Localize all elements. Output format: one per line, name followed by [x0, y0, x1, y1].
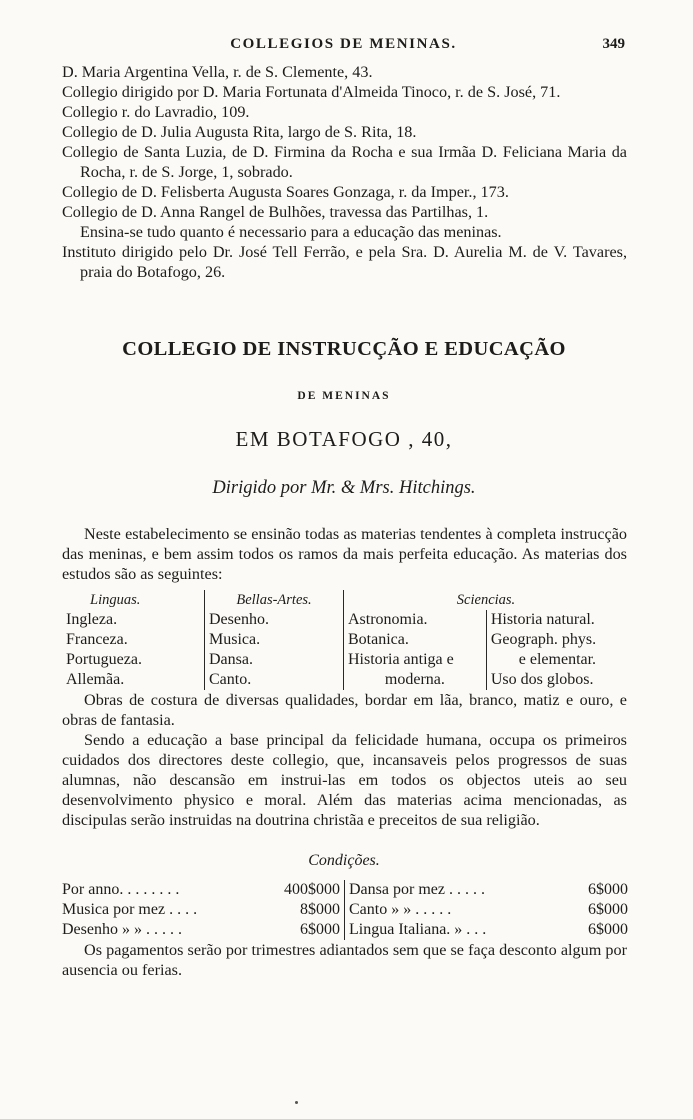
payment-note: [62, 940, 627, 980]
paragraph-costura: Obras de costura de diversas qualidades, bordar em lãa, branco, matiz e ouro, e obras de fantasia.: [62, 691, 627, 729]
running-header: [62, 36, 625, 56]
subjects-row: [62, 650, 628, 670]
fee-label: Lingua Italiana. » . . .: [345, 920, 567, 940]
arte-cell: Dansa.: [205, 650, 344, 670]
lingua-cell: Franceza.: [66, 631, 128, 648]
subjects-row: [62, 610, 628, 630]
listing-entry: Collegio de D. Felisberta Augusta Soares Gonzaga, r. da Imper., 173.: [62, 183, 509, 201]
fees-table: [62, 880, 628, 940]
section-directors: Dirigido por Mr. & Mrs. Hitchings.: [212, 478, 476, 498]
listing-entry: Collegio r. do Lavradio, 109.: [62, 103, 250, 121]
arte-cell: Desenho.: [205, 610, 344, 630]
header-linguas: Linguas.: [90, 592, 141, 608]
body-paragraphs: [62, 690, 627, 830]
subjects-table: [62, 590, 628, 690]
sciencia-cell: Historia antiga e: [344, 650, 487, 670]
fee-label: Desenho » » . . . . .: [62, 921, 182, 938]
listing-entry: Collegio de D. Julia Augusta Rita, largo de S. Rita, 18.: [62, 123, 417, 141]
fee-row: [62, 900, 628, 920]
subjects-header-row: [62, 590, 628, 610]
fee-amount: 6$000: [588, 881, 628, 898]
header-sciencias: Sciencias.: [344, 590, 629, 610]
fee-amount: 400$000: [284, 881, 340, 898]
running-title: COLLEGIOS DE MENINAS.: [230, 36, 457, 52]
fee-amount: 6$000: [588, 921, 628, 938]
fee-amount: 6$000: [588, 901, 628, 918]
conditions-title: Condições.: [308, 852, 380, 869]
section-address: EM BOTAFOGO , 40,: [235, 427, 453, 451]
fee-label: Por anno. . . . . . . .: [62, 881, 180, 898]
header-bellas-artes: Bellas-Artes.: [205, 590, 344, 610]
listing-entry: Collegio de D. Anna Rangel de Bulhões, travessa das Partilhas, 1.: [62, 203, 489, 221]
fee-row: [62, 920, 628, 940]
school-listing: [62, 62, 627, 282]
paper-speck: [295, 1101, 298, 1104]
payment-note-text: Os pagamentos serão por trimestres adiantados sem que se faça desconto algum por ausencia ou ferias.: [62, 941, 627, 979]
listing-note: Ensina-se tudo quanto é necessario para a educação das meninas.: [80, 223, 502, 241]
sciencia-cell: moderna.: [344, 670, 487, 690]
lingua-cell: Portugueza.: [66, 651, 142, 668]
sciencia-cell: Geograph. phys.: [486, 630, 628, 650]
paragraph-educacao: Sendo a educação a base principal da felicidade humana, occupa os primeiros cuidados dos directores deste collegio, que, incansaveis pelos progressos de suas alumnas, não descansão em instrui-las em todos os objectos uteis ao seu desenvolvimento physico e moral. Além das materias acima mencionadas, as discipulas serão instruidas na doutrina christãa e preceitos de sua religião.: [62, 731, 627, 829]
subjects-row: [62, 630, 628, 650]
fee-label: Dansa por mez . . . . .: [345, 880, 567, 900]
intro-paragraph: [62, 524, 627, 584]
subjects-row: [62, 670, 628, 690]
fee-label: Musica por mez . . . .: [62, 901, 198, 918]
intro-text: Neste estabelecimento se ensinão todas as materias tendentes à completa instrucção das meninas, e bem assim todos os ramos da mais perfeita educação. As materias dos estudos são as seguintes:: [62, 525, 627, 583]
lingua-cell: Allemãa.: [66, 671, 125, 688]
arte-cell: Canto.: [205, 670, 344, 690]
fee-row: [62, 880, 628, 900]
fee-amount: 8$000: [300, 901, 340, 918]
sciencia-cell: Historia natural.: [486, 610, 628, 630]
section-subtitle: DE MENINAS: [297, 390, 391, 402]
listing-entry: Collegio de Santa Luzia, de D. Firmina da Rocha e sua Irmãa D. Feliciana Maria da Rocha, r. de S. Jorge, 1, sobrado.: [62, 143, 627, 181]
sciencia-cell: Botanica.: [344, 630, 487, 650]
listing-entry: Instituto dirigido pelo Dr. José Tell Ferrão, e pela Sra. D. Aurelia M. de V. Tavares, praia do Botafogo, 26.: [62, 243, 627, 281]
sciencia-cell: e elementar.: [486, 650, 628, 670]
section-title: COLLEGIO DE INSTRUCÇÃO E EDUCAÇÃO: [122, 338, 566, 360]
listing-entry: D. Maria Argentina Vella, r. de S. Clemente, 43.: [62, 63, 373, 81]
page-number: 349: [602, 36, 625, 52]
lingua-cell: Ingleza.: [66, 611, 118, 628]
sciencia-cell: Uso dos globos.: [486, 670, 628, 690]
sciencia-cell: Astronomia.: [344, 610, 487, 630]
fee-amount: 6$000: [300, 921, 340, 938]
listing-entry: Collegio dirigido por D. Maria Fortunata d'Almeida Tinoco, r. de S. José, 71.: [62, 83, 561, 101]
fee-label: Canto » » . . . . .: [345, 900, 567, 920]
arte-cell: Musica.: [205, 630, 344, 650]
